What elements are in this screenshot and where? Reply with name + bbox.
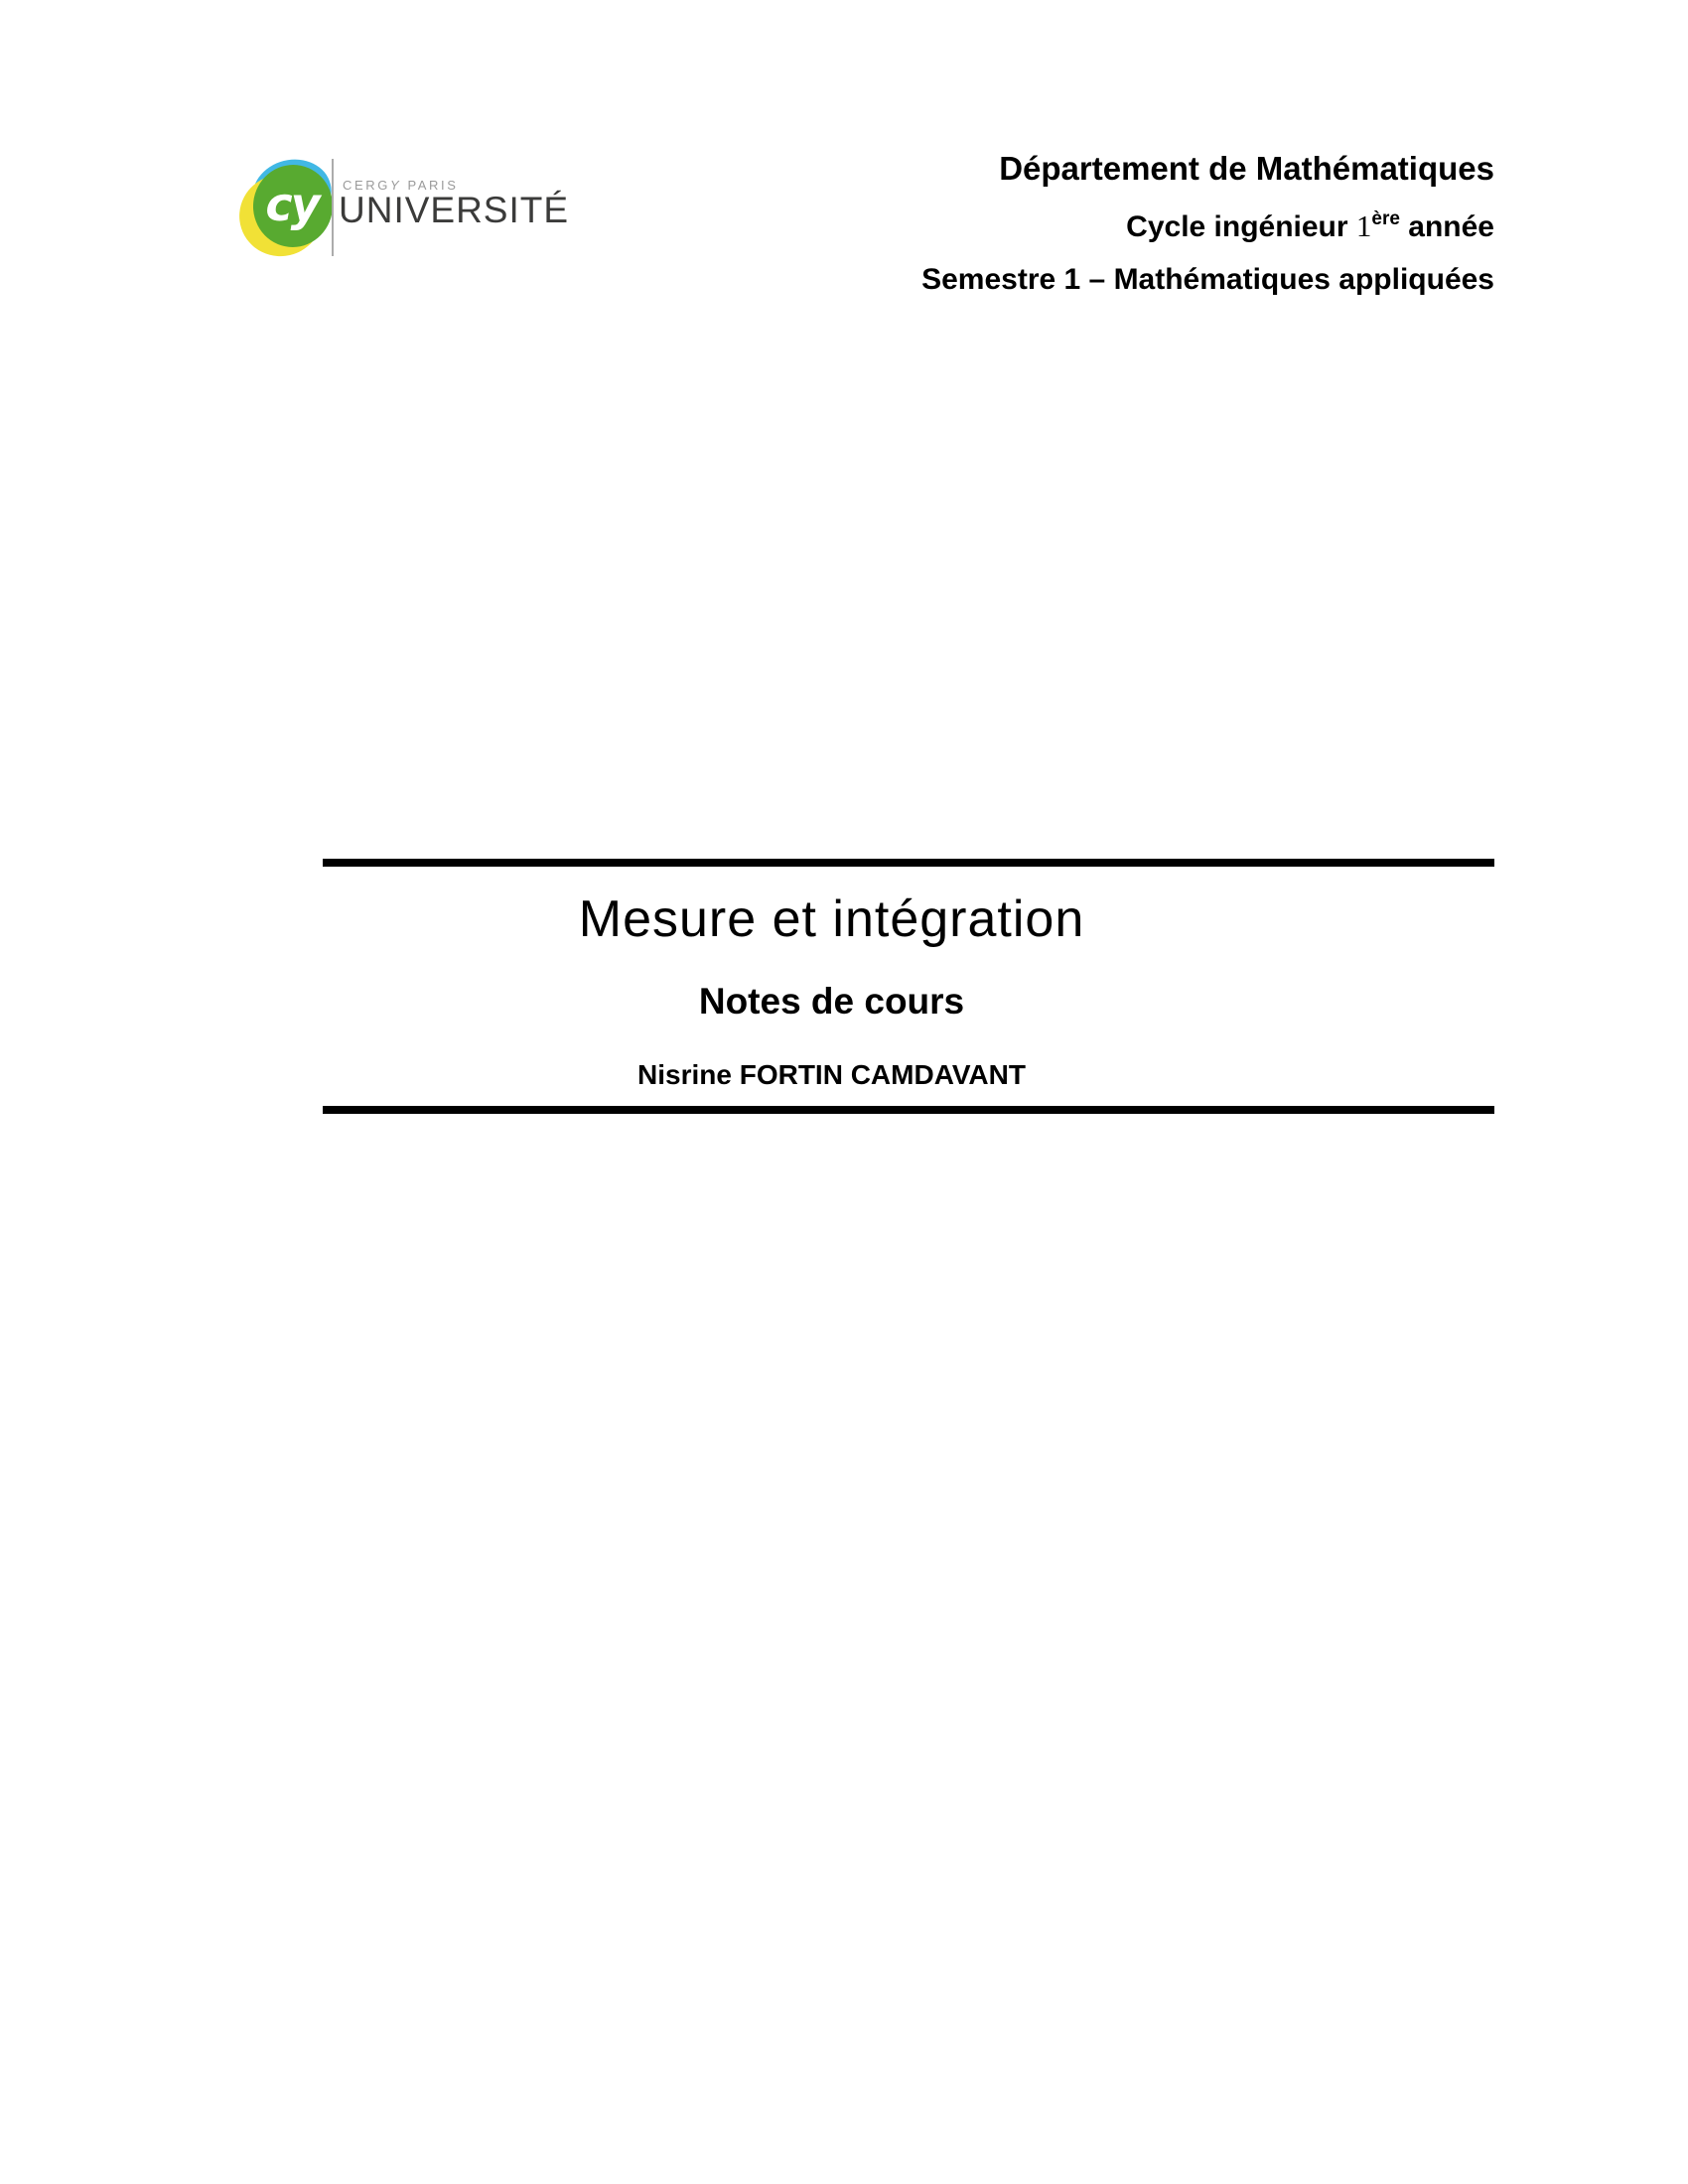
cycle-suffix: année <box>1408 210 1494 243</box>
course-title: Mesure et intégration <box>578 890 1085 948</box>
course-subtitle: Notes de cours <box>698 981 965 1022</box>
header-cycle-line <box>1126 209 1494 243</box>
title-rule-top <box>323 859 1494 867</box>
logo-cy-letters: cy <box>265 178 319 231</box>
logo-divider-line <box>332 159 334 256</box>
cycle-prefix: Cycle ingénieur <box>1126 210 1348 243</box>
brand-top-italic-y: Y <box>389 178 402 193</box>
brand-top-suffix: PARIS <box>401 178 459 193</box>
logo-universite-text: UNIVERSITÉ <box>339 190 570 230</box>
cycle-superscript: ère <box>1371 208 1400 229</box>
cycle-number: 1 <box>1355 208 1372 243</box>
header-semester-line: Semestre 1 – Mathématiques appliquées <box>921 263 1494 296</box>
course-author: Nisrine FORTIN CAMDAVANT <box>637 1059 1026 1090</box>
header-department-line: Département de Mathématiques <box>999 150 1494 187</box>
title-rule-bottom <box>323 1106 1494 1114</box>
brand-top-prefix: CERG <box>343 178 390 193</box>
